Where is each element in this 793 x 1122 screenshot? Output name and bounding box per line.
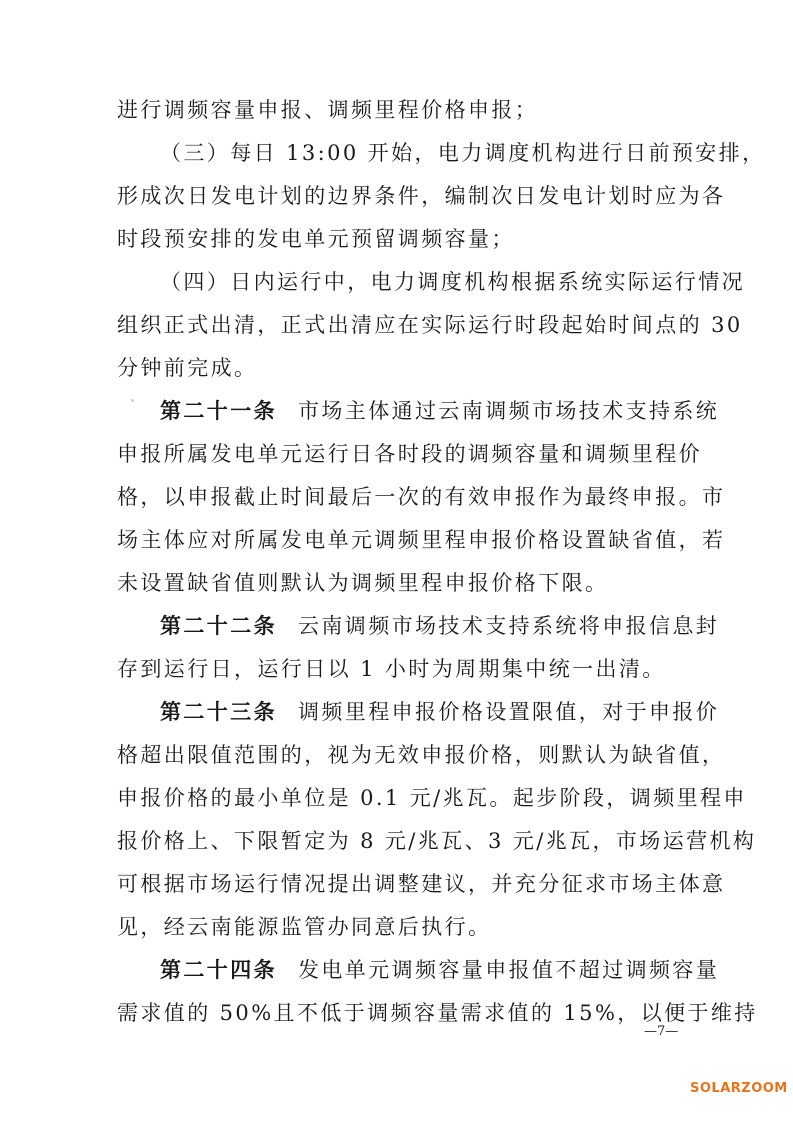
text-line: 进行调频容量申报、调频里程价格申报； — [117, 98, 539, 122]
article-text: 发电单元调频容量申报值不超过调频容量 — [298, 958, 720, 982]
page-number: —7— — [644, 1024, 679, 1039]
article-text: 调频里程申报价格设置限值，对于申报价 — [298, 700, 720, 724]
text-line: 组织正式出清，正式出清应在实际运行时段起始时间点的 30 — [117, 313, 743, 337]
article-heading: 第二十二条 — [160, 613, 277, 638]
watermark-logo: SOLARZOOM — [690, 1081, 788, 1096]
article-heading: 第二十三条 — [160, 699, 277, 724]
article-first-line — [160, 612, 720, 640]
article-heading: 第二十一条 — [160, 398, 277, 423]
text-line: 见，经云南能源监管办同意后执行。 — [117, 915, 492, 939]
text-line: 存到运行日，运行日以 1 小时为周期集中统一出清。 — [117, 657, 666, 681]
text-line: 格，以申报截止时间最后一次的有效申报作为最终申报。市 — [117, 485, 726, 509]
text-line: 申报价格的最小单位是 0.1 元/兆瓦。起步阶段，调频里程申 — [117, 786, 747, 810]
article-text: 市场主体通过云南调频市场技术支持系统 — [298, 399, 720, 423]
text-line: 格超出限值范围的，视为无效申报价格，则默认为缺省值， — [117, 743, 726, 767]
text-line: 可根据市场运行情况提出调整建议，并充分征求市场主体意 — [117, 872, 726, 896]
text-line: 时段预安排的发电单元预留调频容量； — [117, 227, 515, 251]
text-line: 需求值的 50%且不低于调频容量需求值的 15%，以便于维持 — [117, 1001, 758, 1025]
text-line: 形成次日发电计划的边界条件，编制次日发电计划时应为各 — [117, 184, 726, 208]
article-text: 云南调频市场技术支持系统将申报信息封 — [298, 614, 720, 638]
scan-speck — [131, 399, 134, 402]
text-line: （四）日内运行中，电力调度机构根据系统实际运行情况 — [160, 270, 745, 294]
text-line: 申报所属发电单元运行日各时段的调频容量和调频里程价 — [117, 442, 702, 466]
text-line: 报价格上、下限暂定为 8 元/兆瓦、3 元/兆瓦，市场运营机构 — [117, 829, 757, 853]
text-line: 场主体应对所属发电单元调频里程申报价格设置缺省值，若 — [117, 528, 726, 552]
text-line: （三）每日 13:00 开始，电力调度机构进行日前预安排， — [160, 141, 766, 165]
text-line: 未设置缺省值则默认为调频里程申报价格下限。 — [117, 571, 609, 595]
article-first-line — [160, 397, 720, 425]
article-heading: 第二十四条 — [160, 957, 277, 982]
article-first-line — [160, 956, 720, 984]
text-line: 分钟前完成。 — [117, 356, 258, 380]
article-first-line — [160, 698, 720, 726]
